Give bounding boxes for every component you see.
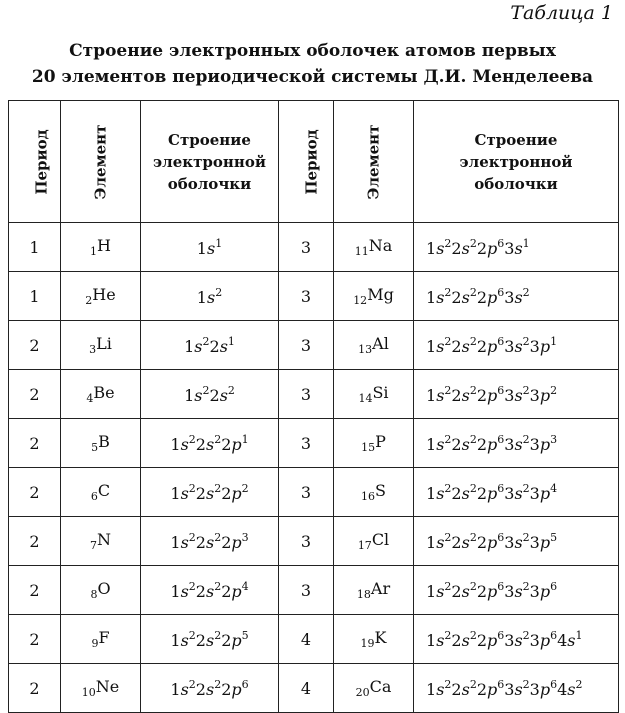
atomic-number: 4 xyxy=(86,392,94,405)
table-row xyxy=(9,664,619,713)
period-cell: 2 xyxy=(9,419,61,468)
atomic-number: 15 xyxy=(361,441,376,454)
atomic-number: 8 xyxy=(90,588,98,601)
atomic-number: 10 xyxy=(81,686,96,699)
period-cell: 3 xyxy=(279,272,334,321)
table-row xyxy=(9,468,619,517)
atomic-number: 2 xyxy=(85,294,93,307)
period-cell: 4 xyxy=(279,615,334,664)
element-symbol: C xyxy=(97,481,111,500)
table-row xyxy=(9,419,619,468)
header-structure-1: Строение электронной оболочки xyxy=(141,101,279,223)
atomic-number: 16 xyxy=(361,490,376,503)
element-symbol: Na xyxy=(368,236,393,255)
table-row xyxy=(9,615,619,664)
element-cell xyxy=(61,419,141,468)
element-cell xyxy=(61,566,141,615)
atomic-number: 13 xyxy=(358,343,373,356)
period-cell: 2 xyxy=(9,468,61,517)
element-symbol: Al xyxy=(372,334,389,353)
period-cell: 3 xyxy=(279,517,334,566)
element-symbol: P xyxy=(375,432,386,451)
element-cell xyxy=(334,370,414,419)
table-label: Таблица 1 xyxy=(510,2,613,24)
table-row xyxy=(9,370,619,419)
element-cell xyxy=(61,223,141,272)
element-symbol: Ar xyxy=(370,579,391,598)
configuration-cell: $1s^22s^22p^2$ xyxy=(141,468,279,517)
element-symbol: Ne xyxy=(95,677,120,696)
element-symbol: Mg xyxy=(367,285,394,304)
period-cell: 3 xyxy=(279,321,334,370)
configuration-cell: $1s^22s^2$ xyxy=(141,370,279,419)
header-period-1: Период xyxy=(9,101,61,223)
element-symbol: N xyxy=(97,530,111,549)
atomic-number: 19 xyxy=(360,637,375,650)
element-cell xyxy=(334,566,414,615)
element-symbol: B xyxy=(98,432,110,451)
element-cell xyxy=(334,321,414,370)
element-cell xyxy=(334,615,414,664)
configuration-cell: $1s^22s^22p^63s^23p^1$ xyxy=(414,321,619,370)
electron-configuration-table xyxy=(8,100,619,713)
table-row xyxy=(9,272,619,321)
period-cell: 2 xyxy=(9,615,61,664)
period-cell: 4 xyxy=(279,664,334,713)
period-cell: 3 xyxy=(279,223,334,272)
element-cell xyxy=(334,468,414,517)
element-symbol: He xyxy=(92,285,116,304)
element-cell xyxy=(61,517,141,566)
period-cell: 3 xyxy=(279,419,334,468)
atomic-number: 18 xyxy=(356,588,371,601)
configuration-cell: $1s^22s^22p^63s^23p^5$ xyxy=(414,517,619,566)
atomic-number: 12 xyxy=(353,294,368,307)
element-cell xyxy=(334,419,414,468)
period-cell: 2 xyxy=(9,321,61,370)
atomic-number: 20 xyxy=(355,686,370,699)
period-cell: 2 xyxy=(9,517,61,566)
configuration-cell: $1s^22s^22p^63s^1$ xyxy=(414,223,619,272)
element-symbol: H xyxy=(97,236,111,255)
atomic-number: 6 xyxy=(90,490,98,503)
table-row xyxy=(9,223,619,272)
period-cell: 2 xyxy=(9,664,61,713)
element-symbol: Si xyxy=(372,383,389,402)
period-cell: 3 xyxy=(279,468,334,517)
element-cell xyxy=(61,468,141,517)
configuration-cell: $1s^22s^22p^4$ xyxy=(141,566,279,615)
period-cell: 3 xyxy=(279,566,334,615)
configuration-cell: $1s^22s^22p^63s^23p^3$ xyxy=(414,419,619,468)
table-row xyxy=(9,517,619,566)
period-cell: 3 xyxy=(279,370,334,419)
configuration-cell: $1s^22s^1$ xyxy=(141,321,279,370)
header-period-2: Период xyxy=(279,101,334,223)
configuration-cell: $1s^22s^22p^63s^23p^64s^1$ xyxy=(414,615,619,664)
element-symbol: K xyxy=(374,628,387,647)
configuration-cell: $1s^1$ xyxy=(141,223,279,272)
atomic-number: 3 xyxy=(89,343,97,356)
element-symbol: Cl xyxy=(371,530,390,549)
element-symbol: O xyxy=(97,579,111,598)
header-row xyxy=(9,101,619,223)
atomic-number: 1 xyxy=(90,245,98,258)
table-row xyxy=(9,321,619,370)
element-cell xyxy=(334,223,414,272)
element-symbol: S xyxy=(375,481,386,500)
element-symbol: Be xyxy=(93,383,115,402)
table-row xyxy=(9,566,619,615)
configuration-cell: $1s^22s^22p^63s^2$ xyxy=(414,272,619,321)
period-cell: 2 xyxy=(9,370,61,419)
atomic-number: 17 xyxy=(357,539,372,552)
header-structure-2: Строение электронной оболочки xyxy=(414,101,619,223)
element-cell xyxy=(61,664,141,713)
header-element-2: Элемент xyxy=(334,101,414,223)
element-cell xyxy=(334,664,414,713)
element-cell xyxy=(61,615,141,664)
period-cell: 1 xyxy=(9,272,61,321)
page-title xyxy=(0,38,625,90)
configuration-cell: $1s^22s^22p^63s^23p^6$ xyxy=(414,566,619,615)
configuration-cell: $1s^2$ xyxy=(141,272,279,321)
configuration-cell: $1s^22s^22p^63s^23p^2$ xyxy=(414,370,619,419)
element-symbol: Ca xyxy=(369,677,392,696)
header-element-1: Элемент xyxy=(61,101,141,223)
atomic-number: 9 xyxy=(91,637,99,650)
element-cell xyxy=(334,272,414,321)
configuration-cell: $1s^22s^22p^3$ xyxy=(141,517,279,566)
configuration-cell: $1s^22s^22p^1$ xyxy=(141,419,279,468)
element-symbol: F xyxy=(98,628,110,647)
title-line-1: Строение электронных оболочек атомов первых xyxy=(69,41,556,61)
title-line-2: 20 элементов периодической системы Д.И. Менделеева xyxy=(31,67,594,87)
atomic-number: 14 xyxy=(358,392,373,405)
period-cell: 1 xyxy=(9,223,61,272)
period-cell: 2 xyxy=(9,566,61,615)
atomic-number: 7 xyxy=(90,539,97,552)
atomic-number: 5 xyxy=(91,441,99,454)
element-cell xyxy=(334,517,414,566)
element-cell xyxy=(61,321,141,370)
configuration-cell: $1s^22s^22p^6$ xyxy=(141,664,279,713)
atomic-number: 11 xyxy=(354,245,369,258)
element-cell xyxy=(61,370,141,419)
configuration-cell: $1s^22s^22p^63s^23p^64s^2$ xyxy=(414,664,619,713)
element-symbol: Li xyxy=(96,334,112,353)
element-cell xyxy=(61,272,141,321)
configuration-cell: $1s^22s^22p^5$ xyxy=(141,615,279,664)
configuration-cell: $1s^22s^22p^63s^23p^4$ xyxy=(414,468,619,517)
